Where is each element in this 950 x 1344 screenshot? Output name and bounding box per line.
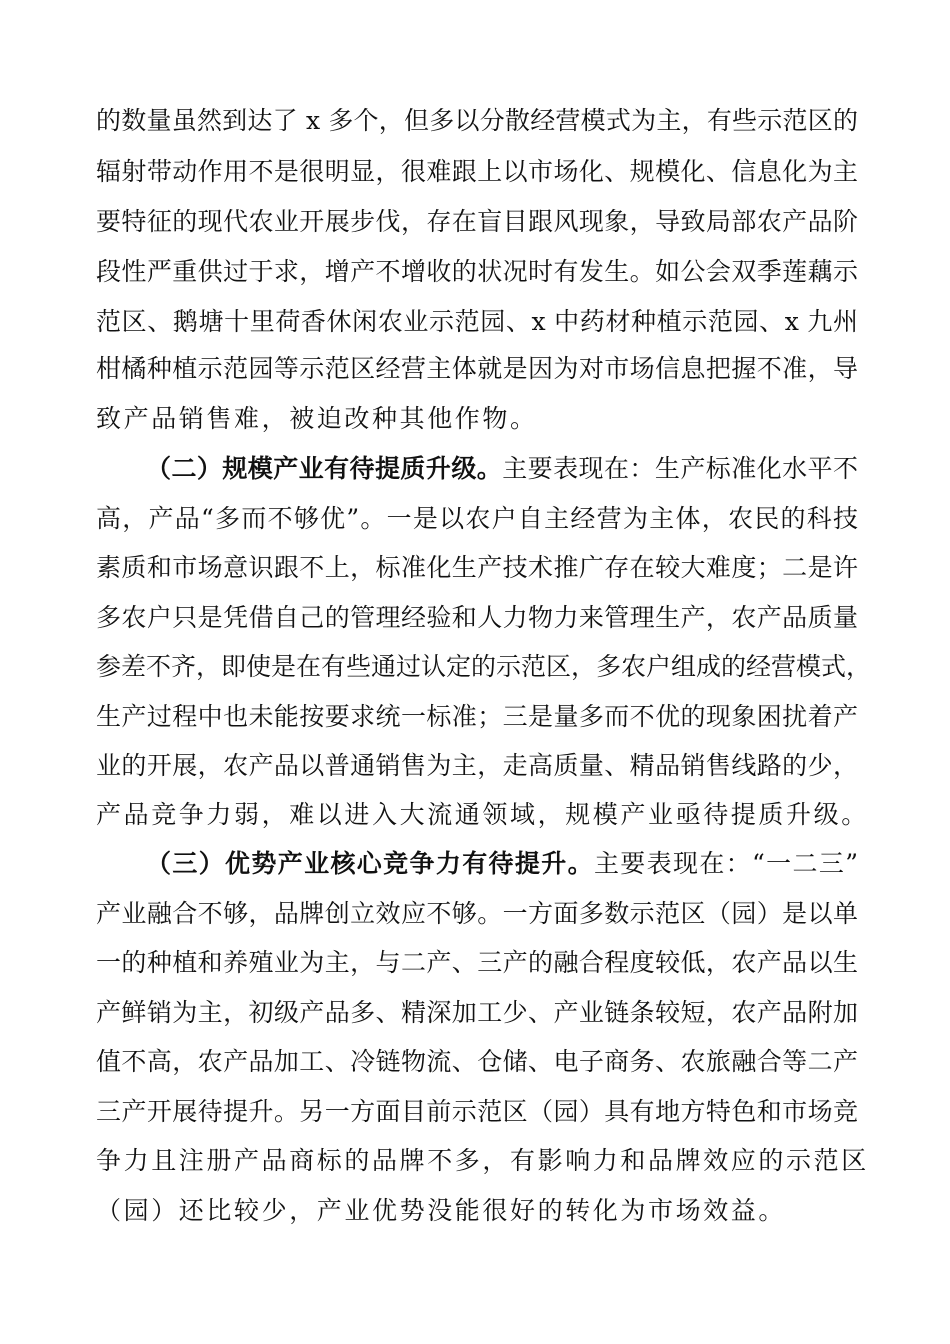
section-heading-line — [146, 839, 858, 889]
paragraph-line: 产业融合不够，品牌创立效应不够。一方面多数示范区（园）是以单 — [96, 899, 858, 928]
paragraph-line: 多农户只是凭借自己的管理经验和人力物力来管理生产，农产品质量 — [96, 603, 858, 632]
paragraph-line: 范区、鹅塘十里荷香休闲农业示范园、x 中药材种植示范园、x 九州 — [96, 307, 858, 336]
paragraph-line: 高，产品“多而不够优”。一是以农户自主经营为主体，农民的科技 — [96, 504, 858, 533]
paragraph-line: 产鲜销为主，初级产品多、精深加工少、产业链条较短，农产品附加 — [96, 998, 858, 1027]
paragraph-line: 产品竞争力弱，难以进入大流通领域，规模产业亟待提质升级。 — [96, 800, 869, 829]
paragraph-line: 业的开展，农产品以普通销售为主，走高质量、精品销售线路的少， — [96, 751, 858, 780]
paragraph-line: 要特征的现代农业开展步伐，存在盲目跟风现象，导致局部农产品阶 — [96, 207, 858, 236]
paragraph-line: 柑橘种植示范园等示范区经营主体就是因为对市场信息把握不准，导 — [96, 354, 858, 383]
paragraph-line: （园）还比较少，产业优势没能很好的转化为市场效益。 — [96, 1196, 787, 1225]
paragraph-line: 致产品销售难，被迫改种其他作物。 — [96, 404, 538, 433]
paragraph-line: 值不高，农产品加工、冷链物流、仓储、电子商务、农旅融合等二产 — [96, 1047, 858, 1076]
paragraph-line: 三产开展待提升。另一方面目前示范区（园）具有地方特色和市场竞 — [96, 1097, 858, 1126]
paragraph-line: 辐射带动作用不是很明显，很难跟上以市场化、规模化、信息化为主 — [96, 157, 858, 186]
section-heading: （二）规模产业有待提质升级。 — [146, 454, 503, 483]
paragraph-line: 生产过程中也未能按要求统一标准；三是量多而不优的现象困扰着产 — [96, 702, 858, 731]
paragraph-line: 的数量虽然到达了 x 多个，但多以分散经营模式为主，有些示范区的 — [96, 106, 858, 135]
section-text: 主要表现在：生产标准化水平不 — [502, 454, 858, 483]
section-heading-line — [146, 444, 858, 494]
paragraph-line: 一的种植和养殖业为主，与二产、三产的融合程度较低，农产品以生 — [96, 948, 858, 977]
paragraph-line: 争力且注册产品商标的品牌不多，有影响力和品牌效应的示范区 — [96, 1146, 869, 1175]
paragraph-line: 段性严重供过于求，增产不增收的状况时有发生。如公会双季莲藕示 — [96, 257, 858, 286]
paragraph-line: 参差不齐，即使是在有些通过认定的示范区，多农户组成的经营模式， — [96, 652, 872, 681]
section-text: 主要表现在：“一二三” — [593, 849, 858, 878]
section-heading: （三）优势产业核心竞争力有待提升。 — [146, 849, 594, 878]
paragraph-line: 素质和市场意识跟不上，标准化生产技术推广存在较大难度；二是许 — [96, 553, 858, 582]
